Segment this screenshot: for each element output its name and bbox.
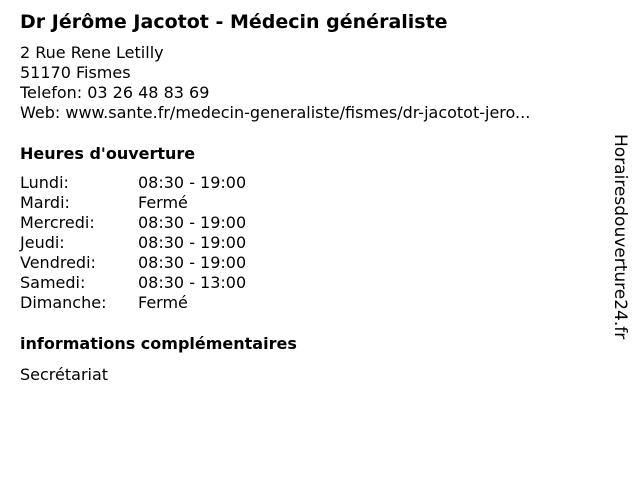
phone-number: Telefon: 03 26 48 83 69 bbox=[20, 83, 210, 102]
side-brand-watermark: Horairesdouverture24.fr bbox=[610, 134, 630, 340]
day-label: Vendredi: bbox=[20, 253, 96, 272]
street-address: 2 Rue Rene Letilly bbox=[20, 43, 164, 62]
hours-row-thursday bbox=[20, 233, 610, 253]
time-value: 08:30 - 19:00 bbox=[138, 213, 247, 232]
hours-row-saturday bbox=[20, 273, 610, 293]
hours-row-sunday bbox=[20, 293, 610, 313]
hours-row-friday bbox=[20, 253, 610, 273]
day-label: Lundi: bbox=[20, 173, 69, 192]
opening-hours-table bbox=[20, 173, 610, 313]
opening-hours-heading: Heures d'ouverture bbox=[20, 144, 196, 163]
hours-row-monday bbox=[20, 173, 610, 193]
hours-row-tuesday bbox=[20, 193, 610, 213]
time-value: 08:30 - 19:00 bbox=[138, 253, 247, 272]
address-block bbox=[20, 43, 610, 123]
city-postcode: 51170 Fismes bbox=[20, 63, 131, 82]
day-label: Dimanche: bbox=[20, 293, 107, 312]
page-title: Dr Jérôme Jacotot - Médecin généraliste bbox=[20, 11, 448, 33]
time-value: 08:30 - 19:00 bbox=[138, 173, 247, 192]
time-value: 08:30 - 13:00 bbox=[138, 273, 247, 292]
time-value: Fermé bbox=[138, 193, 188, 212]
website-link[interactable]: Web: www.sante.fr/medecin-generaliste/fismes/dr-jacotot-jero... bbox=[20, 103, 531, 122]
listing-content bbox=[20, 8, 610, 385]
day-label: Samedi: bbox=[20, 273, 86, 292]
day-label: Mardi: bbox=[20, 193, 70, 212]
time-value: 08:30 - 19:00 bbox=[138, 233, 247, 252]
day-label: Jeudi: bbox=[20, 233, 65, 252]
hours-row-wednesday bbox=[20, 213, 610, 233]
additional-info-text: Secrétariat bbox=[20, 365, 109, 384]
additional-info-heading: informations complémentaires bbox=[20, 334, 297, 353]
day-label: Mercredi: bbox=[20, 213, 95, 232]
time-value: Fermé bbox=[138, 293, 188, 312]
